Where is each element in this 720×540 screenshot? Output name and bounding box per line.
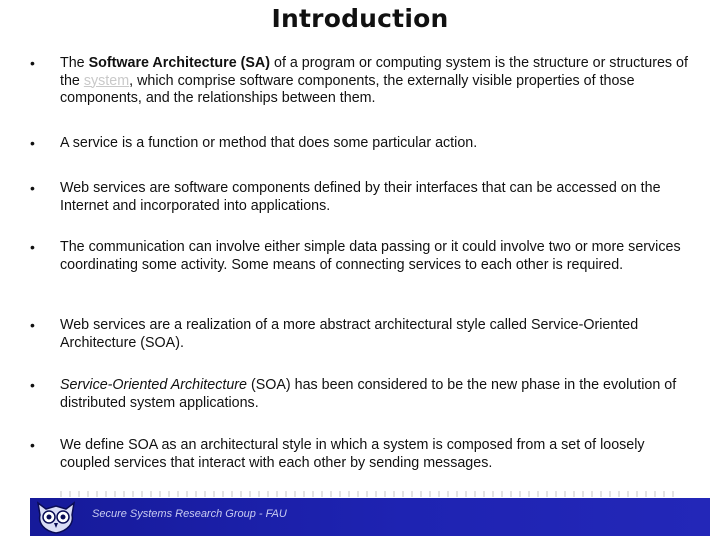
- bullet-text: The communication can involve either simple data passing or it could involve two or more services coordinating some activity. Some means of connecting services to each other is required.: [60, 239, 681, 273]
- bullet-marker: •: [30, 437, 35, 453]
- bullet-marker: •: [30, 135, 35, 151]
- bullet-marker: •: [30, 239, 35, 255]
- bullet-item-1: [30, 55, 690, 108]
- bullet-item-3: [30, 180, 690, 215]
- bullet-text: Web services are software components defined by their interfaces that can be accessed on the Internet and incorporated into applications.: [60, 180, 661, 214]
- bullet-item-2: [30, 135, 690, 153]
- bullet-text-mid: of a program or computing system is the structure or structures of the: [60, 55, 688, 89]
- bullet-text-bold: Software Architecture (SA): [88, 55, 271, 71]
- bullet-item-4: [30, 239, 690, 274]
- bullet-marker: •: [30, 55, 35, 71]
- bullet-item-6: [30, 377, 690, 412]
- bullet-text: [60, 55, 690, 108]
- system-link[interactable]: system: [83, 72, 130, 89]
- bullet-text: A service is a function or method that does some particular action.: [60, 135, 478, 151]
- owl-logo-icon: [32, 499, 80, 535]
- footer-bar: [30, 498, 710, 536]
- bullet-text-post: , which comprise software components, the externally visible properties of those components, and the relationships between them.: [60, 72, 635, 106]
- bullet-text-pre: The: [60, 55, 89, 71]
- bullet-text: Web services are a realization of a more abstract architectural style called Service-Oriented Architecture (SOA).: [60, 317, 639, 351]
- bullet-item-7: [30, 437, 690, 472]
- bullet-marker: •: [30, 377, 35, 393]
- slide-title: Introduction: [271, 4, 449, 33]
- clipped-text-remnant: [60, 491, 680, 497]
- bullet-text: We define SOA as an architectural style in which a system is composed from a set of loosely coupled services that interact with each other by sending messages.: [60, 437, 645, 471]
- footer-label: Secure Systems Research Group - FAU: [92, 508, 287, 520]
- bullet-text: [60, 377, 690, 412]
- bullet-text-italic: Service-Oriented Architecture: [60, 377, 247, 393]
- bullet-text-post: (SOA) has been considered to be the new phase in the evolution of distributed system applications.: [60, 377, 677, 411]
- bullet-marker: •: [30, 180, 35, 196]
- bullet-item-5: [30, 317, 690, 352]
- bullet-marker: •: [30, 317, 35, 333]
